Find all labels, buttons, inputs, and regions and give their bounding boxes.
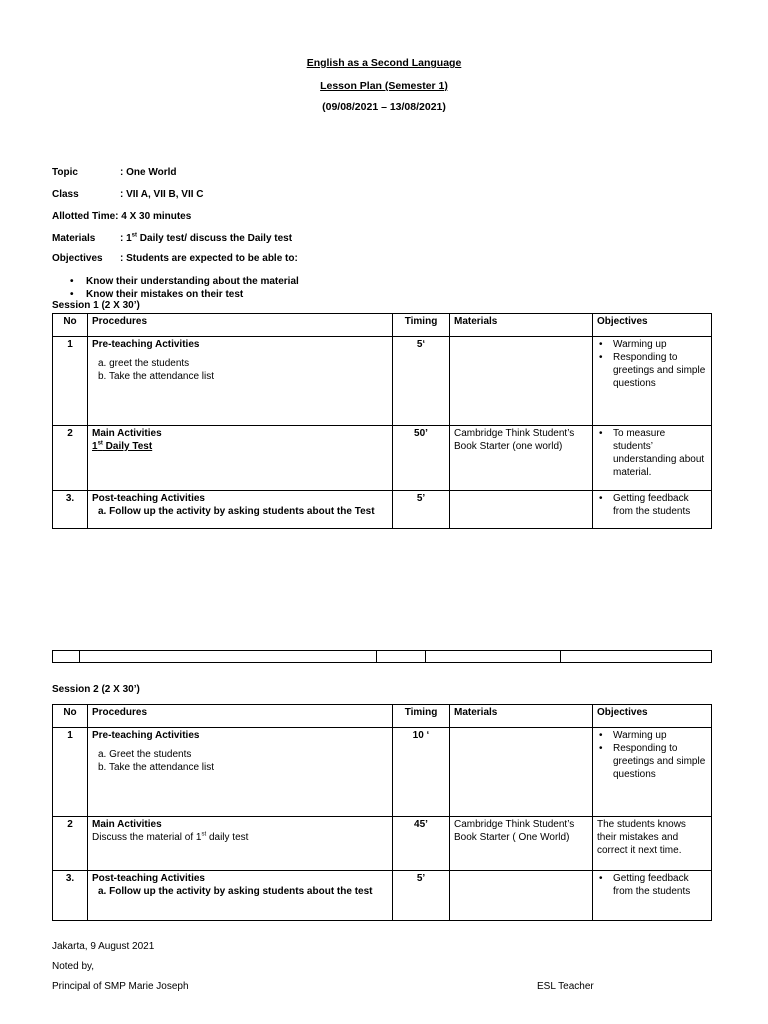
col-materials: Materials bbox=[450, 314, 593, 337]
procedure-title: Post-teaching Activities bbox=[92, 873, 205, 884]
col-no: No bbox=[53, 314, 88, 337]
col-no: No bbox=[53, 705, 88, 728]
document-title: English as a Second Language bbox=[306, 57, 462, 69]
row-no: 2 bbox=[53, 817, 88, 871]
empty-cell bbox=[561, 651, 712, 663]
procedure-title: Post-teaching Activities bbox=[92, 493, 205, 504]
desc-pre: Discuss the material of 1 bbox=[92, 832, 202, 843]
empty-cell bbox=[426, 651, 561, 663]
empty-cell bbox=[53, 651, 80, 663]
row-timing: 5’ bbox=[393, 871, 450, 921]
row-materials: Cambridge Think Student’s Book Starter ( One World) bbox=[450, 817, 593, 871]
row-procedures bbox=[88, 728, 393, 817]
procedure-steps bbox=[92, 885, 388, 898]
objective-bullet: • Know their mistakes on their test bbox=[70, 288, 299, 301]
col-objectives: Objectives bbox=[593, 314, 712, 337]
objective-list bbox=[597, 729, 707, 781]
table-header-row bbox=[53, 705, 712, 728]
topic-line bbox=[52, 167, 176, 178]
row-timing: 50’ bbox=[393, 426, 450, 491]
objective-bullet: • Know their understanding about the material bbox=[70, 275, 299, 288]
session2-table bbox=[52, 704, 712, 921]
row-procedures bbox=[88, 491, 393, 529]
allotted-time-value: : 4 X 30 minutes bbox=[115, 211, 192, 222]
document-subtitle: Lesson Plan (Semester 1) bbox=[320, 80, 448, 92]
allotted-time-line bbox=[52, 211, 191, 222]
row-no: 1 bbox=[53, 728, 88, 817]
procedure-steps bbox=[92, 357, 388, 383]
procedure-step: b. Take the attendance list bbox=[98, 371, 215, 382]
row-materials bbox=[450, 871, 593, 921]
sub-sup: st bbox=[97, 440, 103, 447]
objective-item: • Getting feedback from the students bbox=[597, 872, 707, 898]
row-no: 3. bbox=[53, 871, 88, 921]
row-objectives bbox=[593, 426, 712, 491]
col-objectives: Objectives bbox=[593, 705, 712, 728]
materials-value-sup: st bbox=[131, 232, 138, 239]
teacher-signature-label: ESL Teacher bbox=[537, 981, 594, 992]
objectives-value: : Students are expected to be able to: bbox=[120, 253, 298, 264]
procedure-step: b. Take the attendance list bbox=[98, 762, 215, 773]
row-objectives bbox=[593, 871, 712, 921]
procedure-title: Main Activities bbox=[92, 428, 162, 439]
document-dates: (09/08/2021 – 13/08/2021) bbox=[322, 101, 446, 113]
row-objectives: The students knows their mistakes and correct it next time. bbox=[593, 817, 712, 871]
table-row bbox=[53, 728, 712, 817]
objectives-line bbox=[52, 253, 298, 264]
row-procedures bbox=[88, 817, 393, 871]
class-line bbox=[52, 189, 204, 200]
table-row bbox=[53, 337, 712, 426]
materials-line bbox=[52, 233, 292, 244]
session1-table bbox=[52, 313, 712, 529]
col-timing: Timing bbox=[393, 314, 450, 337]
table-header-row bbox=[53, 314, 712, 337]
table-row bbox=[53, 817, 712, 871]
procedure-step: a. Follow up the activity by asking students about the Test bbox=[98, 506, 375, 517]
objective-item: • Getting feedback from the students bbox=[597, 492, 707, 518]
allotted-time-label: Allotted Time bbox=[52, 211, 116, 222]
objective-list bbox=[597, 427, 707, 479]
procedure-steps bbox=[92, 505, 388, 518]
objective-item: • Warming up bbox=[597, 729, 707, 742]
row-objectives bbox=[593, 728, 712, 817]
place-date: Jakarta, 9 August 2021 bbox=[52, 941, 155, 952]
objectives-label: Objectives bbox=[52, 253, 103, 264]
table-row bbox=[53, 651, 712, 663]
procedure-step: a. greet the students bbox=[98, 358, 190, 369]
row-materials bbox=[450, 337, 593, 426]
materials-label: Materials bbox=[52, 233, 96, 244]
class-value: : VII A, VII B, VII C bbox=[120, 189, 204, 200]
session1-title: Session 1 (2 X 30’) bbox=[52, 300, 140, 311]
procedure-desc bbox=[92, 831, 388, 844]
row-no: 2 bbox=[53, 426, 88, 491]
procedure-title: Pre-teaching Activities bbox=[92, 730, 200, 741]
empty-cell bbox=[377, 651, 426, 663]
row-materials bbox=[450, 491, 593, 529]
table-row bbox=[53, 426, 712, 491]
row-procedures bbox=[88, 337, 393, 426]
topic-label: Topic bbox=[52, 167, 78, 178]
procedure-step: a. Greet the students bbox=[98, 749, 192, 760]
principal-signature-label: Principal of SMP Marie Joseph bbox=[52, 981, 189, 992]
procedure-steps bbox=[92, 748, 388, 774]
col-procedures: Procedures bbox=[88, 705, 393, 728]
col-procedures: Procedures bbox=[88, 314, 393, 337]
row-timing: 10 ‘ bbox=[393, 728, 450, 817]
procedure-step: a. Follow up the activity by asking students about the test bbox=[98, 886, 373, 897]
row-objectives bbox=[593, 491, 712, 529]
objective-bullets bbox=[70, 275, 299, 301]
row-timing: 5‘ bbox=[393, 337, 450, 426]
objective-item: • Responding to greetings and simple questions bbox=[597, 351, 707, 390]
materials-value-post: Daily test/ discuss the Daily test bbox=[137, 233, 293, 244]
procedure-subtitle bbox=[92, 440, 388, 453]
session2-title: Session 2 (2 X 30’) bbox=[52, 684, 140, 695]
row-timing: 5’ bbox=[393, 491, 450, 529]
row-procedures bbox=[88, 426, 393, 491]
sub-post: Daily Test bbox=[102, 441, 153, 452]
desc-post: daily test bbox=[206, 832, 249, 843]
class-label: Class bbox=[52, 189, 79, 200]
objective-list bbox=[597, 492, 707, 518]
topic-value: : One World bbox=[120, 167, 177, 178]
empty-table-row bbox=[52, 650, 712, 663]
procedure-title: Pre-teaching Activities bbox=[92, 339, 200, 350]
col-materials: Materials bbox=[450, 705, 593, 728]
row-objectives bbox=[593, 337, 712, 426]
procedure-title: Main Activities bbox=[92, 819, 162, 830]
row-no: 3. bbox=[53, 491, 88, 529]
row-procedures bbox=[88, 871, 393, 921]
objective-item: • Responding to greetings and simple questions bbox=[597, 742, 707, 781]
noted-by: Noted by, bbox=[52, 961, 95, 972]
row-materials: Cambridge Think Student’s Book Starter (one world) bbox=[450, 426, 593, 491]
materials-value-pre: : 1 bbox=[120, 233, 132, 244]
sub-pre: 1 bbox=[92, 441, 98, 452]
objective-list bbox=[597, 872, 707, 898]
desc-sup: st bbox=[201, 831, 207, 838]
row-timing: 45’ bbox=[393, 817, 450, 871]
row-materials bbox=[450, 728, 593, 817]
row-no: 1 bbox=[53, 337, 88, 426]
objective-item: • Warming up bbox=[597, 338, 707, 351]
empty-cell bbox=[80, 651, 377, 663]
col-timing: Timing bbox=[393, 705, 450, 728]
objective-item: • To measure students’ understanding about material. bbox=[597, 427, 707, 479]
table-row bbox=[53, 871, 712, 921]
table-row bbox=[53, 491, 712, 529]
objective-list bbox=[597, 338, 707, 390]
